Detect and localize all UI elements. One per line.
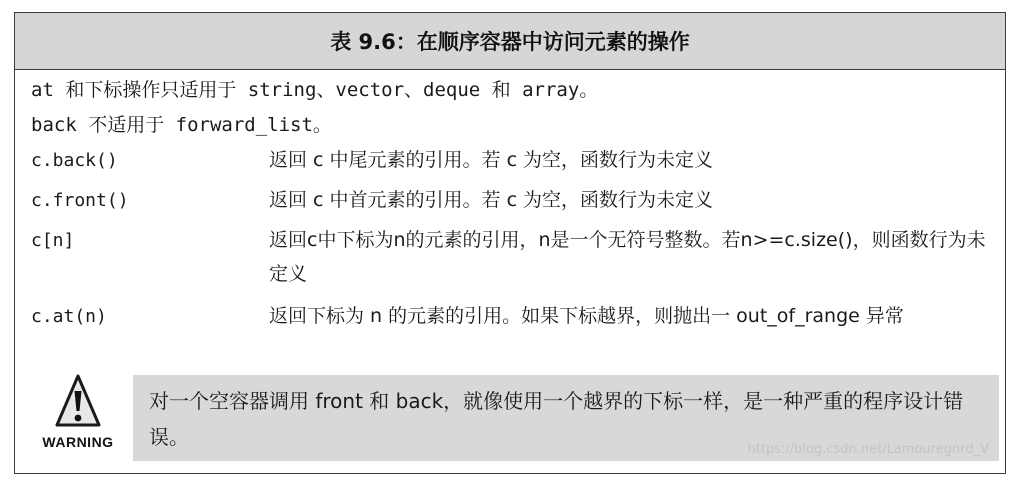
op-subscript: c[n] bbox=[31, 230, 75, 251]
desc-front: 返回 c 中首元素的引用。若 c 为空，函数行为未定义 bbox=[269, 189, 714, 211]
op-back: c.back() bbox=[31, 150, 118, 171]
warning-text: 对一个空容器调用 front 和 back，就像使用一个越界的下标一样，是一种严重的程序设计错误。 bbox=[149, 389, 964, 449]
watermark: https://blog.csdn.net/Lamouregnrd_V bbox=[747, 442, 989, 457]
op-at: c.at(n) bbox=[31, 306, 107, 327]
desc-at: 返回下标为 n 的元素的引用。如果下标越界，则抛出一 out_of_range 异常 bbox=[269, 305, 904, 327]
op-front: c.front() bbox=[31, 190, 129, 211]
desc-back: 返回 c 中尾元素的引用。若 c 为空，函数行为未定义 bbox=[269, 149, 714, 171]
operations-table bbox=[14, 12, 1006, 474]
warning-label: WARNING bbox=[42, 434, 114, 450]
desc-subscript: 返回c中下标为n的元素的引用，n是一个无符号整数。若n>=c.size()，则函数行为未定义 bbox=[269, 229, 986, 285]
table-title: 表 9.6：在顺序容器中访问元素的操作 bbox=[15, 13, 1005, 70]
note-at-subscript: at 和下标操作只适用于 string、vector、deque 和 array。 bbox=[31, 79, 599, 101]
note-back: back 不适用于 forward_list。 bbox=[31, 114, 332, 136]
warning-badge bbox=[29, 373, 127, 465]
warning-triangle-icon bbox=[55, 373, 101, 429]
